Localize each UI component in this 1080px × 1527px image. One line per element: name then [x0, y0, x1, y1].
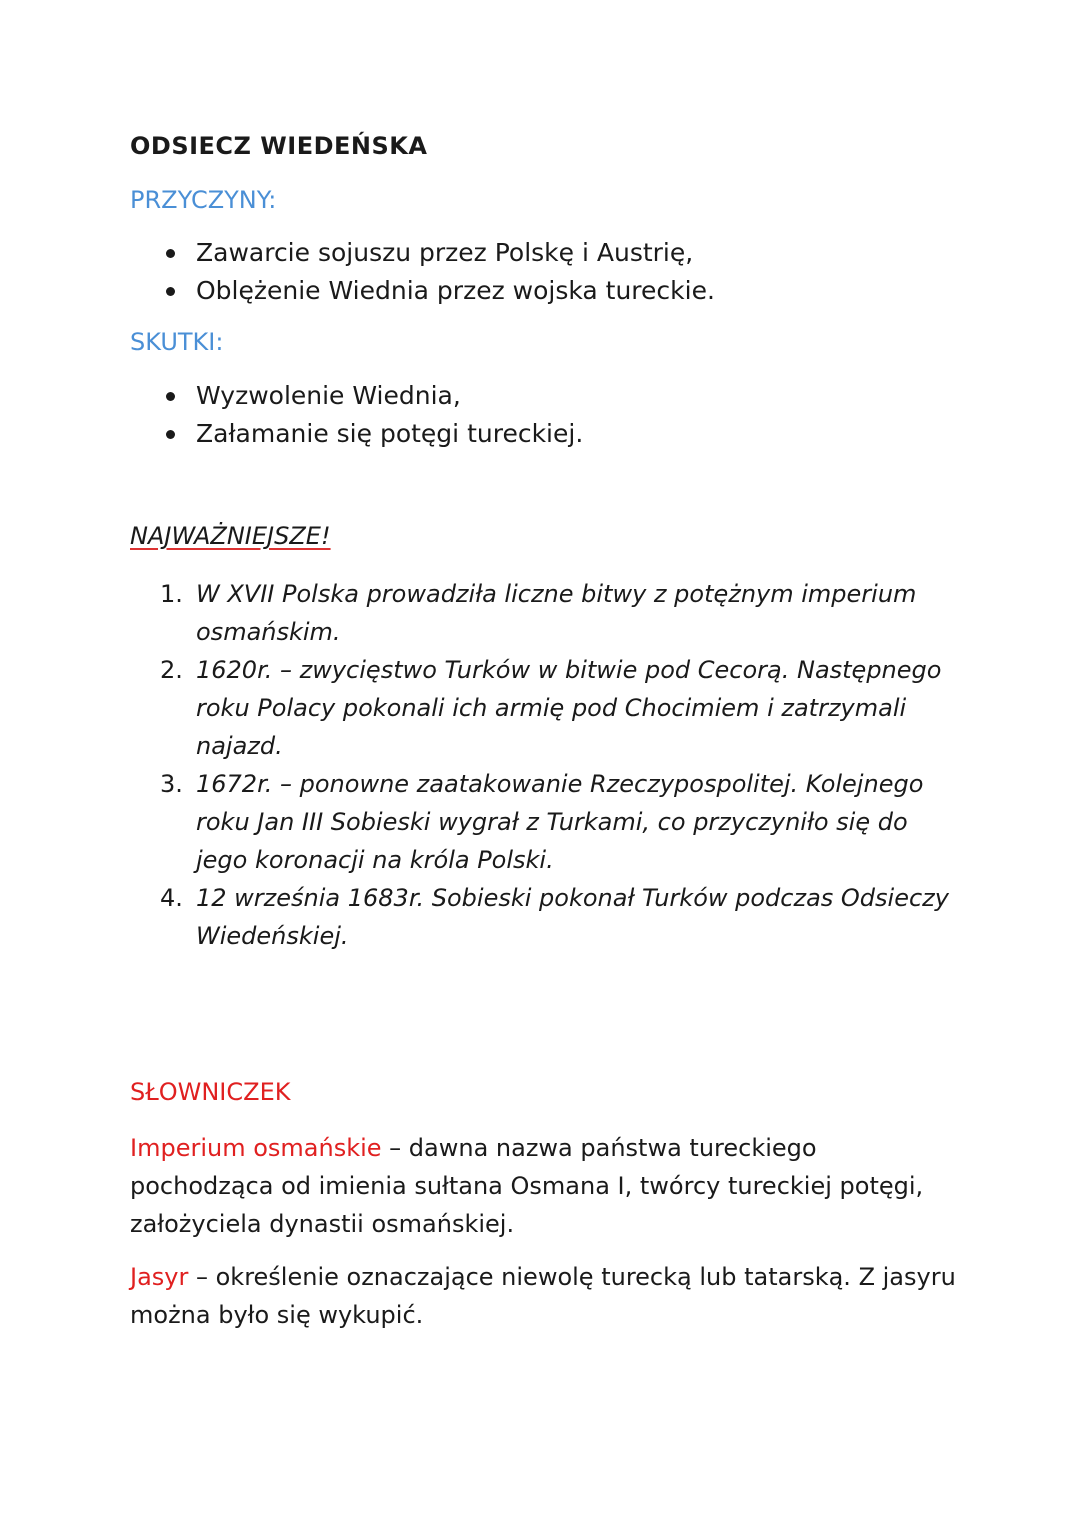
glossary-entry [130, 1129, 960, 1243]
item-number: 3. [160, 770, 183, 798]
item-number: 4. [160, 884, 183, 912]
glossary-definition: – określenie oznaczające niewolę turecką lub tatarską. Z jasyru można było się wykupić. [130, 1263, 956, 1329]
glossary-term: Imperium osmańskie [130, 1134, 382, 1162]
list-item: Wyzwolenie Wiednia, [160, 377, 583, 415]
item-text: 12 września 1683r. Sobieski pokonał Turków podczas Odsieczy Wiedeńskiej. [196, 884, 949, 950]
list-item: Załamanie się potęgi tureckiej. [160, 415, 583, 453]
effects-list [160, 377, 583, 453]
document-title: ODSIECZ WIEDEŃSKA [130, 132, 428, 160]
glossary-term: Jasyr [130, 1263, 189, 1291]
important-list [160, 575, 960, 955]
item-number: 2. [160, 656, 183, 684]
effects-heading: SKUTKI: [130, 328, 224, 356]
list-item: Oblężenie Wiednia przez wojska tureckie. [160, 272, 715, 310]
list-item [160, 879, 960, 955]
list-item: Zawarcie sojuszu przez Polskę i Austrię, [160, 234, 715, 272]
glossary-definition: – dawna nazwa państwa tureckiego pochodząca od imienia sułtana Osmana I, twórcy tureckiej potęgi, założyciela dynastii osmańskiej. [130, 1134, 924, 1238]
list-item [160, 575, 960, 651]
item-number: 1. [160, 580, 183, 608]
glossary-entry [130, 1258, 960, 1334]
important-heading: NAJWAŻNIEJSZE! [130, 522, 331, 550]
item-text: 1672r. – ponowne zaatakowanie Rzeczypospolitej. Kolejnego roku Jan III Sobieski wygrał z Turkami, co przyczyniło się do jego koronacji na króla Polski. [196, 770, 924, 874]
list-item [160, 765, 960, 879]
causes-list [160, 234, 715, 310]
item-text: 1620r. – zwycięstwo Turków w bitwie pod Cecorą. Następnego roku Polacy pokonali ich armię pod Chocimiem i zatrzymali najazd. [196, 656, 942, 760]
item-text: W XVII Polska prowadziła liczne bitwy z potężnym imperium osmańskim. [196, 580, 917, 646]
glossary-heading: SŁOWNICZEK [130, 1078, 291, 1106]
list-item [160, 651, 960, 765]
causes-heading: PRZYCZYNY: [130, 186, 277, 214]
